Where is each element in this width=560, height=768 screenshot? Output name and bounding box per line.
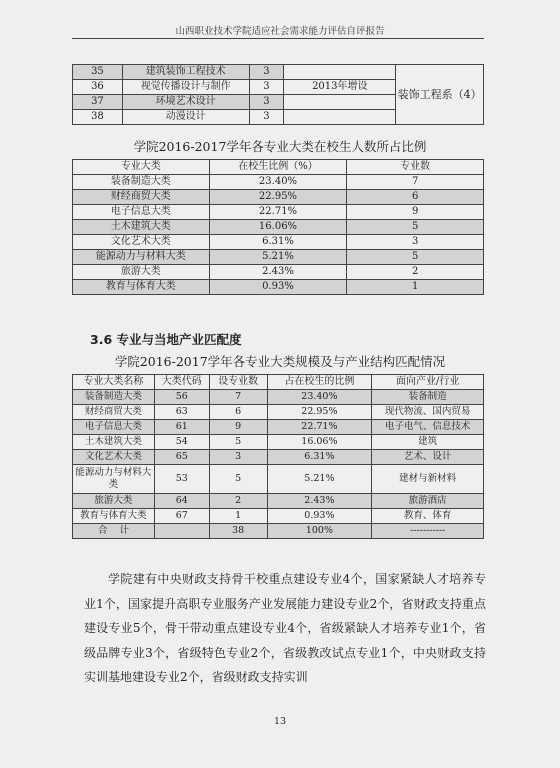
column-header: 在校生比例（%） bbox=[209, 160, 347, 175]
category-cell: 教育与体育大类 bbox=[73, 509, 155, 524]
row-no: 38 bbox=[73, 110, 123, 125]
major-name: 环境艺术设计 bbox=[122, 95, 249, 110]
count-cell: 7 bbox=[347, 175, 484, 190]
count-cell: 3 bbox=[209, 450, 267, 465]
ratio-cell: 2.43% bbox=[209, 265, 347, 280]
code-cell: 61 bbox=[154, 420, 209, 435]
department-cell: 装饰工程系（4） bbox=[396, 65, 484, 125]
column-header: 专业数 bbox=[347, 160, 484, 175]
major-name: 建筑装饰工程技术 bbox=[122, 65, 249, 80]
category-cell: 电子信息大类 bbox=[73, 205, 210, 220]
category-cell: 土木建筑大类 bbox=[73, 435, 155, 450]
table-header-row bbox=[73, 375, 484, 390]
table-row bbox=[73, 220, 484, 235]
category-cell: 文化艺术大类 bbox=[73, 235, 210, 250]
header-rule bbox=[72, 38, 484, 39]
category-cell: 能源动力与材料大类 bbox=[73, 250, 210, 265]
table-row bbox=[73, 450, 484, 465]
ratio-cell: 2.43% bbox=[267, 494, 372, 509]
ratio-cell: 22.71% bbox=[209, 205, 347, 220]
row-no: 35 bbox=[73, 65, 123, 80]
years: 3 bbox=[249, 110, 284, 125]
ratio-cell: 6.31% bbox=[267, 450, 372, 465]
ratio-cell: 22.95% bbox=[267, 405, 372, 420]
ratio-cell: 23.40% bbox=[209, 175, 347, 190]
body-paragraph: 学院建有中央财政支持骨干校重点建设专业4个，国家紧缺人才培养专业1个，国家提升高职专业服务产业发展能力建设专业2个，省财政支持重点建设专业5个，骨干带动重点建设专业4个，省级紧缺人才培养专业1个，省级品牌专业3个，省级特色专业2个，省级教改试点专业1个，中央财政支持实训基地建设专业2个，省级财政支持实训 bbox=[84, 572, 486, 685]
industry-cell: 建筑 bbox=[372, 435, 484, 450]
count-cell: 38 bbox=[209, 524, 267, 539]
industry-cell: 装备制造 bbox=[372, 390, 484, 405]
category-cell: 教育与体育大类 bbox=[73, 280, 210, 295]
table-row bbox=[73, 175, 484, 190]
category-cell: 土木建筑大类 bbox=[73, 220, 210, 235]
row-no: 36 bbox=[73, 80, 123, 95]
column-header: 专业大类 bbox=[73, 160, 210, 175]
category-cell: 旅游大类 bbox=[73, 265, 210, 280]
code-cell: 56 bbox=[154, 390, 209, 405]
note-cell: 2013年增设 bbox=[284, 80, 396, 95]
total-row bbox=[73, 524, 484, 539]
ratio-cell: 100% bbox=[267, 524, 372, 539]
code-cell bbox=[154, 524, 209, 539]
column-header: 专业大类名称 bbox=[73, 375, 155, 390]
column-header: 设专业数 bbox=[209, 375, 267, 390]
industry-cell: 建材与新材料 bbox=[372, 465, 484, 494]
column-header: 面向产业/行业 bbox=[372, 375, 484, 390]
ratio-cell: 5.21% bbox=[209, 250, 347, 265]
table-row bbox=[73, 509, 484, 524]
code-cell: 63 bbox=[154, 405, 209, 420]
column-header: 占在校生的比例 bbox=[267, 375, 372, 390]
count-cell: 3 bbox=[347, 235, 484, 250]
table-row bbox=[73, 465, 484, 494]
count-cell: 5 bbox=[347, 250, 484, 265]
ratio-cell: 16.06% bbox=[209, 220, 347, 235]
count-cell: 9 bbox=[209, 420, 267, 435]
table-row bbox=[73, 390, 484, 405]
page-number: 13 bbox=[273, 716, 287, 727]
note-cell bbox=[284, 110, 396, 125]
major-name: 动漫设计 bbox=[122, 110, 249, 125]
industry-cell: 教育、体育 bbox=[372, 509, 484, 524]
table-row bbox=[73, 65, 484, 80]
industry-cell: 旅游酒店 bbox=[372, 494, 484, 509]
industry-cell: 现代物流、国内贸易 bbox=[372, 405, 484, 420]
industry-cell: 艺术、设计 bbox=[372, 450, 484, 465]
ratio-cell: 22.95% bbox=[209, 190, 347, 205]
count-cell: 1 bbox=[209, 509, 267, 524]
industry-cell: 电子电气、信息技术 bbox=[372, 420, 484, 435]
years: 3 bbox=[249, 65, 284, 80]
note-cell bbox=[284, 95, 396, 110]
table-row bbox=[73, 420, 484, 435]
page-header: 山西职业技术学院适应社会需求能力评估自评报告 bbox=[175, 26, 385, 37]
industry-match-table bbox=[72, 374, 484, 539]
years: 3 bbox=[249, 95, 284, 110]
count-cell: 5 bbox=[209, 465, 267, 494]
category-cell: 电子信息大类 bbox=[73, 420, 155, 435]
total-label: 合 计 bbox=[73, 524, 155, 539]
industry-cell: ----------- bbox=[372, 524, 484, 539]
count-cell: 6 bbox=[347, 190, 484, 205]
count-cell: 1 bbox=[347, 280, 484, 295]
category-cell: 装备制造大类 bbox=[73, 175, 210, 190]
category-cell: 财经商贸大类 bbox=[73, 190, 210, 205]
ratio-cell: 0.93% bbox=[267, 509, 372, 524]
table-row bbox=[73, 250, 484, 265]
count-cell: 5 bbox=[347, 220, 484, 235]
table-row bbox=[73, 190, 484, 205]
count-cell: 5 bbox=[209, 435, 267, 450]
count-cell: 6 bbox=[209, 405, 267, 420]
ratio-cell: 16.06% bbox=[267, 435, 372, 450]
row-no: 37 bbox=[73, 95, 123, 110]
major-name: 视觉传播设计与制作 bbox=[122, 80, 249, 95]
category-cell: 能源动力与材料大类 bbox=[73, 465, 155, 494]
column-header: 大类代码 bbox=[154, 375, 209, 390]
table-row bbox=[73, 435, 484, 450]
category-cell: 装备制造大类 bbox=[73, 390, 155, 405]
ratio-cell: 6.31% bbox=[209, 235, 347, 250]
ratio-cell: 0.93% bbox=[209, 280, 347, 295]
category-cell: 财经商贸大类 bbox=[73, 405, 155, 420]
category-cell: 文化艺术大类 bbox=[73, 450, 155, 465]
section-heading: 3.6 专业与当地产业匹配度 bbox=[90, 332, 242, 347]
count-cell: 7 bbox=[209, 390, 267, 405]
code-cell: 54 bbox=[154, 435, 209, 450]
table-row bbox=[73, 494, 484, 509]
count-cell: 9 bbox=[347, 205, 484, 220]
code-cell: 64 bbox=[154, 494, 209, 509]
table-row bbox=[73, 205, 484, 220]
ratio-cell: 23.40% bbox=[267, 390, 372, 405]
ratio-cell: 22.71% bbox=[267, 420, 372, 435]
table-row bbox=[73, 235, 484, 250]
code-cell: 53 bbox=[154, 465, 209, 494]
note-cell bbox=[284, 65, 396, 80]
table-row bbox=[73, 405, 484, 420]
table-caption: 学院2016-2017学年各专业大类规模及与产业结构匹配情况 bbox=[114, 354, 446, 369]
count-cell: 2 bbox=[347, 265, 484, 280]
table-row bbox=[73, 265, 484, 280]
table-row bbox=[73, 280, 484, 295]
category-cell: 旅游大类 bbox=[73, 494, 155, 509]
table-caption: 学院2016-2017学年各专业大类在校生人数所占比例 bbox=[133, 139, 427, 154]
table-header-row bbox=[73, 160, 484, 175]
years: 3 bbox=[249, 80, 284, 95]
count-cell: 2 bbox=[209, 494, 267, 509]
major-list-table bbox=[72, 64, 484, 125]
code-cell: 65 bbox=[154, 450, 209, 465]
code-cell: 67 bbox=[154, 509, 209, 524]
enrollment-ratio-table bbox=[72, 159, 484, 295]
ratio-cell: 5.21% bbox=[267, 465, 372, 494]
